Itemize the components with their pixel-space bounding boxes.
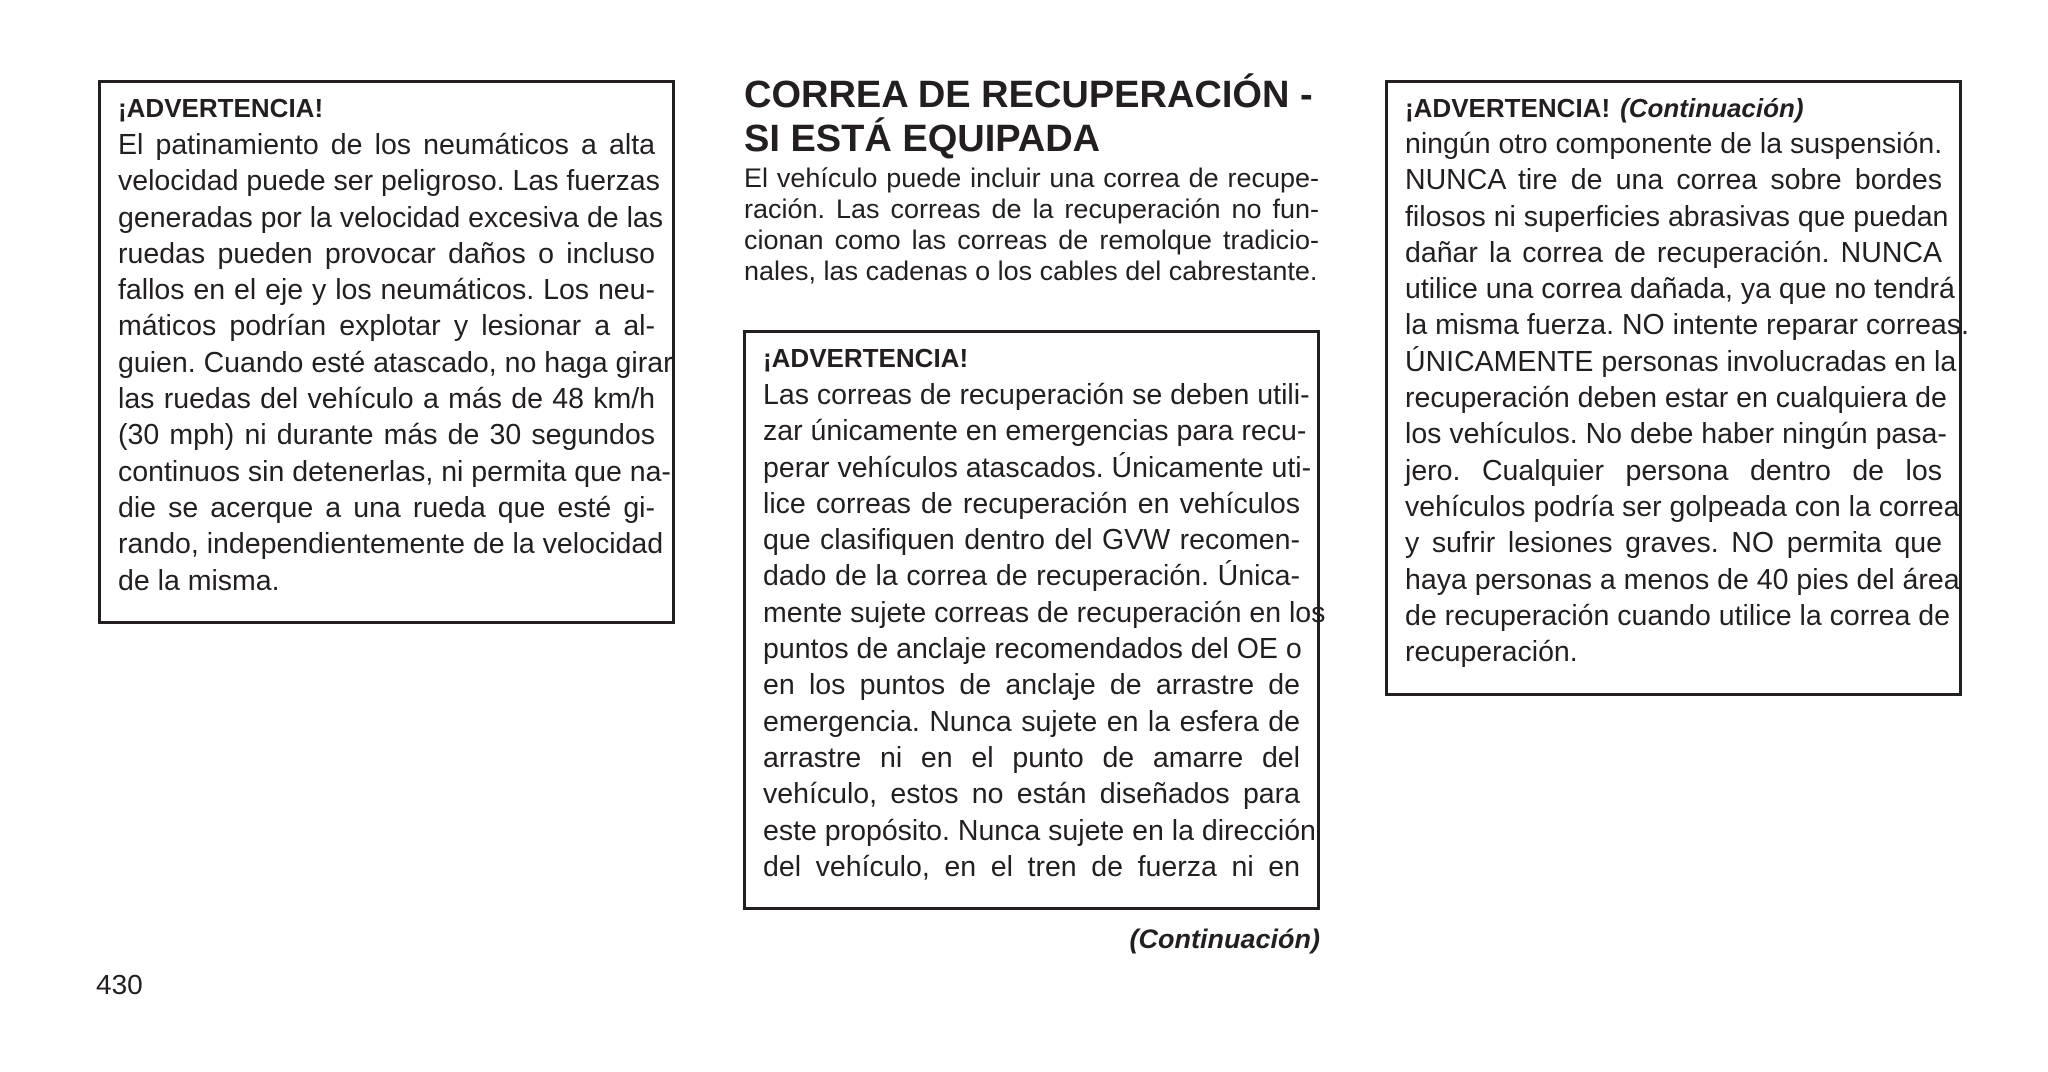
warning-line: zar únicamente en emergencias para recu- [763,415,1307,448]
intro-line: cionan como las correas de remolque tradicio- [744,225,1319,255]
warning-line: Las correas de recuperación se deben utili- [763,379,1310,411]
warning-title: ¡ADVERTENCIA! [763,343,969,373]
warning-line: ruedas pueden provocar daños o incluso [118,237,655,270]
warning-line: (30 mph) ni durante más de 30 segundos [118,419,655,452]
warning-title: ¡ADVERTENCIA! [118,93,324,123]
warning-line: fallos en el eje y los neumáticos. Los neu- [118,274,655,307]
warning-body [118,127,673,599]
intro-line: ración. Las correas de la recuperación no fun- [744,194,1319,224]
warning-body [763,377,1326,885]
warning-box-continued [1385,80,1969,696]
warning-line: la misma fuerza. NO intente reparar correas. [1405,309,1969,342]
warning-line: jero. Cualquier persona dentro de los [1405,454,1942,487]
warning-line: y sufrir lesiones graves. NO permita que [1405,527,1942,560]
warning-line: continuos sin detenerlas, ni permita que na- [118,455,671,488]
warning-line: NUNCA tire de una correa sobre bordes [1405,164,1942,197]
intro-line: El vehículo puede incluir una correa de recupe- [744,163,1319,193]
section-heading-line: CORREA DE RECUPERACIÓN - [744,74,1313,116]
warning-box-tire-spin [98,80,675,624]
warning-line: recuperación deben estar en cualquiera de [1405,382,1947,415]
warning-line: ÚNICAMENTE personas involucradas en la [1405,345,1957,378]
warning-line: haya personas a menos de 40 pies del área [1405,563,1960,596]
warning-line: este propósito. Nunca sujete en la dirección [763,814,1316,847]
warning-line: dado de la correa de recuperación. Única- [763,560,1300,593]
warning-line: vehículo, estos no están diseñados para [763,778,1300,811]
warning-line: die se acerque a una rueda que esté gi- [118,491,655,524]
warning-line: en los puntos de anclaje de arrastre de [763,669,1300,702]
warning-line: velocidad puede ser peligroso. Las fuerzas [118,165,660,198]
warning-line: de recuperación cuando utilice la correa de [1405,599,1951,632]
page-number: 430 [96,969,143,1000]
warning-line: El patinamiento de los neumáticos a alta [118,129,655,161]
warning-line: filosos ni superficies abrasivas que puedan [1405,200,1949,233]
warning-line: vehículos podría ser golpeada con la correa [1405,490,1960,523]
warning-line: máticos podrían explotar y lesionar a al- [118,310,655,343]
warning-line: recuperación. [1405,636,1578,669]
warning-line: de la misma. [118,564,280,597]
warning-title [1405,91,1942,125]
warning-line: lice correas de recuperación en vehículos [763,487,1300,520]
continued-label: (Continuación) [1129,924,1320,954]
section-heading [744,73,1324,161]
warning-line: arrastre ni en el punto de amarre del [763,741,1300,774]
warning-line: del vehículo, en el tren de fuerza ni en [763,850,1300,883]
warning-box-recovery-strap [743,330,1326,910]
warning-line: las ruedas del vehículo a más de 48 km/h [118,383,655,416]
warning-line: mente sujete correas de recuperación en los [763,596,1326,629]
section-heading-line: SI ESTÁ EQUIPADA [744,118,1101,160]
warning-line: que clasifiquen dentro del GVW recomen- [763,524,1300,557]
warning-line: dañar la correa de recuperación. NUNCA [1405,236,1942,269]
warning-line: generadas por la velocidad excesiva de las [118,201,664,234]
warning-title-continued: (Continuación) [1620,93,1804,123]
intro-line: nales, las cadenas o los cables del cabrestante. [744,256,1318,286]
warning-line: perar vehículos atascados. Únicamente uti- [763,451,1312,484]
warning-line: utilice una correa dañada, ya que no tendrá [1405,273,1955,306]
warning-line: ningún otro componente de la suspensión. [1405,128,1943,160]
warning-line: emergencia. Nunca sujete en la esfera de [763,705,1300,738]
warning-line: rando, independientemente de la velocidad [118,528,664,561]
warning-body [1405,126,1969,670]
warning-line: puntos de anclaje recomendados del OE o [763,633,1302,666]
warning-line: guien. Cuando esté atascado, no haga girar [118,346,673,379]
warning-title-text: ¡ADVERTENCIA! [1405,93,1611,123]
intro-paragraph [744,163,1319,287]
warning-line: los vehículos. No debe haber ningún pasa- [1405,418,1947,451]
